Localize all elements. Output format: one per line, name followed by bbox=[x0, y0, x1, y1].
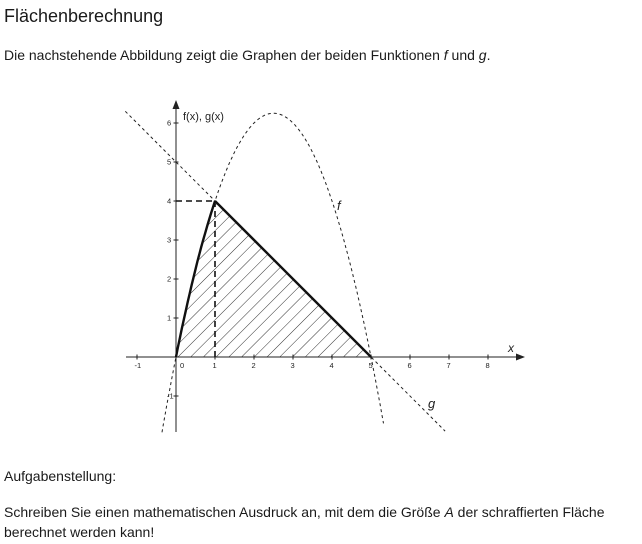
x-tick-label: 1 bbox=[212, 361, 217, 370]
y-axis-arrow bbox=[173, 100, 180, 109]
y-tick-label: 3 bbox=[167, 235, 172, 245]
page-title: Flächenberechnung bbox=[4, 6, 164, 26]
x-tick-label: 0 bbox=[180, 361, 185, 370]
axis-ticks bbox=[135, 119, 490, 401]
x-axis-arrow bbox=[516, 354, 525, 361]
x-tick-label: 3 bbox=[290, 361, 295, 370]
y-tick-label: 1 bbox=[167, 313, 172, 323]
y-tick-label: 5 bbox=[167, 157, 172, 167]
task-text: Schreiben Sie einen mathematischen Ausdruck an, mit dem die Größe A der schraffierten Fläche berechnet werden kann! bbox=[4, 504, 605, 540]
section-heading: Aufgabenstellung: bbox=[4, 468, 117, 484]
x-tick-label: 8 bbox=[485, 361, 490, 370]
x-tick-label: 4 bbox=[329, 361, 334, 370]
x-tick-label: 5 bbox=[368, 361, 373, 370]
shaded-area bbox=[176, 201, 371, 357]
x-tick-label: 7 bbox=[446, 361, 451, 370]
x-tick-label: 6 bbox=[407, 361, 412, 370]
x-tick-label: 2 bbox=[251, 361, 256, 370]
intro-text: Die nachstehende Abbildung zeigt die Graphen der beiden Funktionen f und g. bbox=[4, 47, 491, 63]
y-axis-label: f(x), g(x) bbox=[183, 111, 224, 123]
x-tick-label: -1 bbox=[134, 361, 142, 370]
y-tick-label: -1 bbox=[167, 391, 174, 401]
x-axis-label: x bbox=[508, 341, 514, 355]
label-g: g bbox=[428, 396, 436, 411]
label-f: f bbox=[337, 198, 341, 213]
y-tick-label: 6 bbox=[167, 118, 172, 128]
y-tick-label: 4 bbox=[167, 196, 172, 206]
y-tick-label: 2 bbox=[167, 274, 172, 284]
